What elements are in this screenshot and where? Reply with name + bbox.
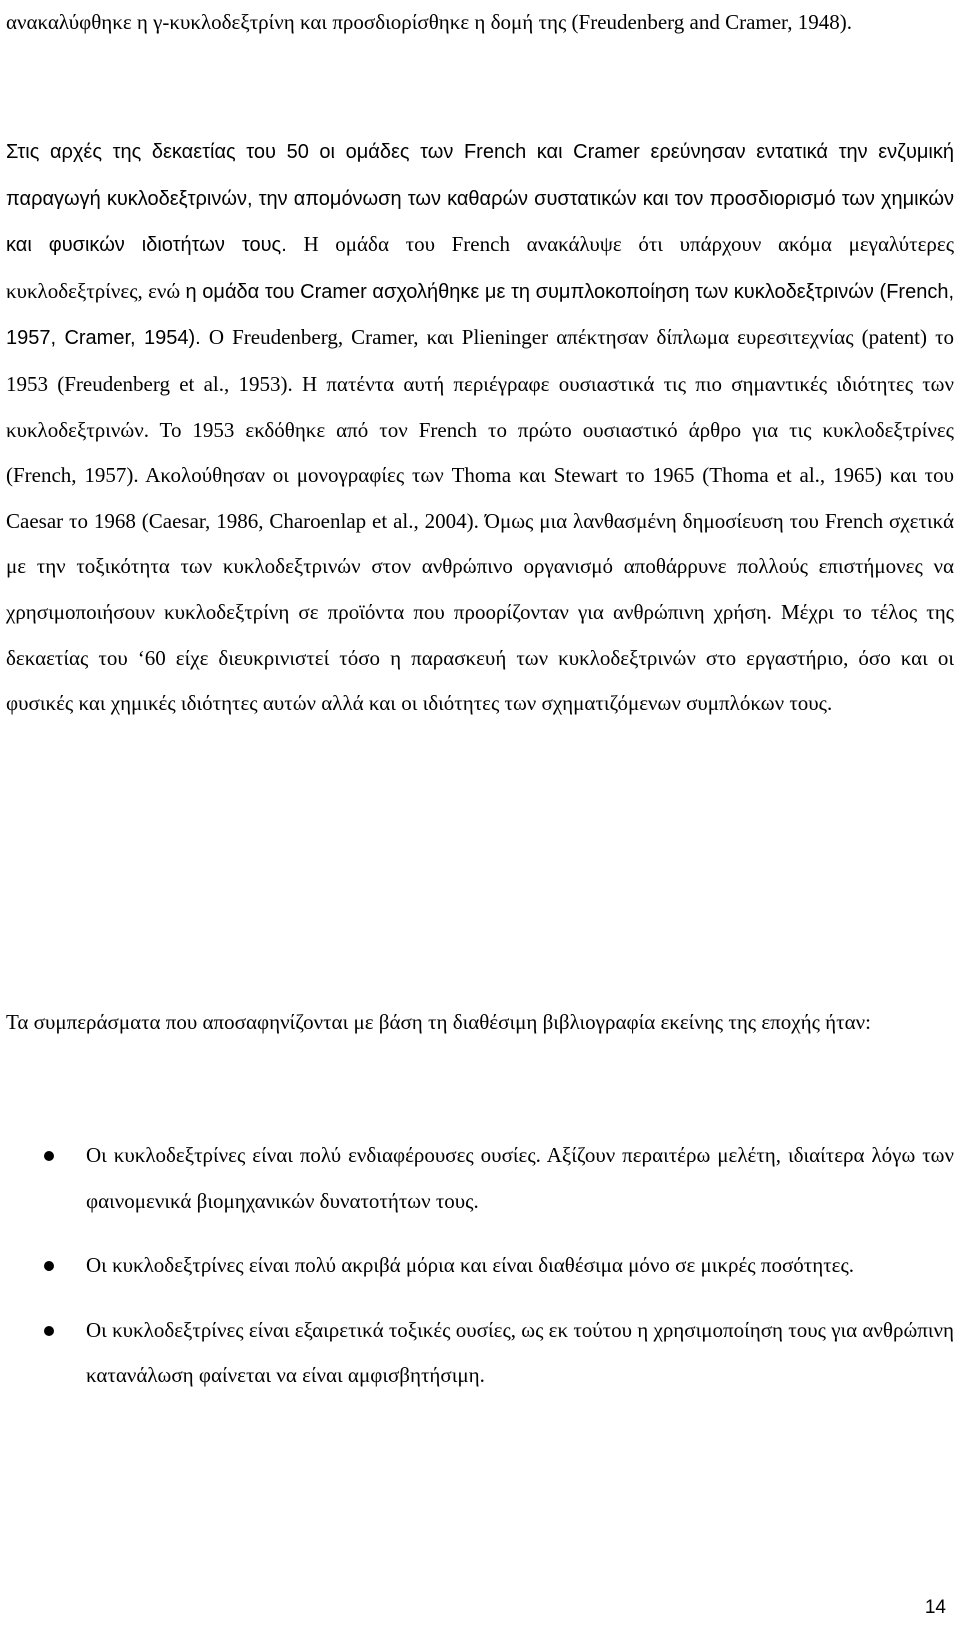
- page-number: 14: [924, 1597, 946, 1618]
- list-item-text: Οι κυκλοδεξτρίνες είναι εξαιρετικά τοξικές ουσίες, ως εκ τούτου η χρησιμοποίηση τους για ανθρώπινη κατανάλωση φαίνεται να είναι αμφισβητήσιμη.: [86, 1317, 954, 1388]
- bullet-icon: [44, 1326, 54, 1336]
- list-item: [6, 1133, 954, 1224]
- list-item-text: Οι κυκλοδεξτρίνες είναι πολύ ενδιαφέρουσες ουσίες. Αξίζουν περαιτέρω μελέτη, ιδιαίτερα λόγω των φαινομενικά βιομηχανικών δυνατοτήτων τους.: [86, 1143, 954, 1213]
- conclusion-intro: Τα συμπεράσματα που αποσαφηνίζονται με βάση τη διαθέσιμη βιβλιογραφία εκείνης της εποχής ήταν:: [6, 1010, 871, 1034]
- intro-text: ανακαλύφθηκε η γ-κυκλοδεξτρίνη και προσδιορίσθηκε η δομή της (Freudenberg and Cramer, 1948).: [6, 10, 852, 34]
- history-text-serif-2: Ο Freudenberg, Cramer, και Plieninger απέκτησαν δίπλωμα ευρεσιτεχνίας (patent) το 1953 (Freudenberg et al., 1953). Η πατέντα αυτή περιέγραφε ουσιαστικά τις πιο σημαντικές ιδιότητες των κυκλοδεξτρινών. Το 1953 εκδόθηκε από τον French το πρώτο ουσιαστικό άρθρο για τις κυκλοδεξτρίνες (French, 1957). Ακολούθησαν οι μονογραφίες των Thoma και Stewart το 1965 (Thoma et al., 1965) και του Caesar το 1968 (Caesar, 1986, Charoenlap et al., 2004). Όμως μια λανθασμένη δημοσίευση του French σχετικά με την τοξικότητα των κυκλοδεξτρινών στον ανθρώπινο οργανισμό αποθάρρυνε πολλούς επιστήμονες να χρησιμοποιήσουν κυκλοδεξτρίνη σε προϊόντα που προορίζονταν για ανθρώπινη χρήση. Μέχρι το τέλος της δεκαετίας του ‘60 είχε διευκρινιστεί τόσο η παρασκευή των κυκλοδεξτρινών στο εργαστήριο, όσο και οι φυσικές και χημικές ιδιότητες αυτών αλλά και οι ιδιότητες των σχηματιζόμενων συμπλόκων τους.: [6, 325, 955, 716]
- conclusion-list: [6, 1133, 954, 1418]
- bullet-icon: [44, 1151, 54, 1161]
- intro-paragraph: [6, 0, 954, 46]
- bullet-icon: [44, 1261, 54, 1271]
- history-text-sans: Στις αρχές της δεκαετίας του 50 οι ομάδες των French και Cramer ερεύνησαν εντατικά την ενζυμική παραγωγή κυκλοδεξτρινών, την απομόνωση των καθαρών συστατικών και τον προσδιορισμό των χημικών και φυσικών ιδιοτήτων τους.: [6, 141, 954, 257]
- history-text-sans-2: η ομάδα του Cramer ασχολήθηκε με τη συμπλοκοποίηση των κυκλοδεξτρινών (French, 1957, Cramer, 1954).: [6, 280, 954, 350]
- list-item-text: Οι κυκλοδεξτρίνες είναι πολύ ακριβά μόρια και είναι διαθέσιμα μόνο σε μικρές ποσότητες.: [86, 1253, 855, 1278]
- list-item: [6, 1308, 954, 1399]
- history-paragraph: [6, 129, 954, 727]
- list-item: [6, 1243, 954, 1289]
- history-text-serif: Η ομάδα του French ανακάλυψε ότι υπάρχουν ακόμα μεγαλύτερες κυκλοδεξτρίνες, ενώ: [6, 232, 955, 303]
